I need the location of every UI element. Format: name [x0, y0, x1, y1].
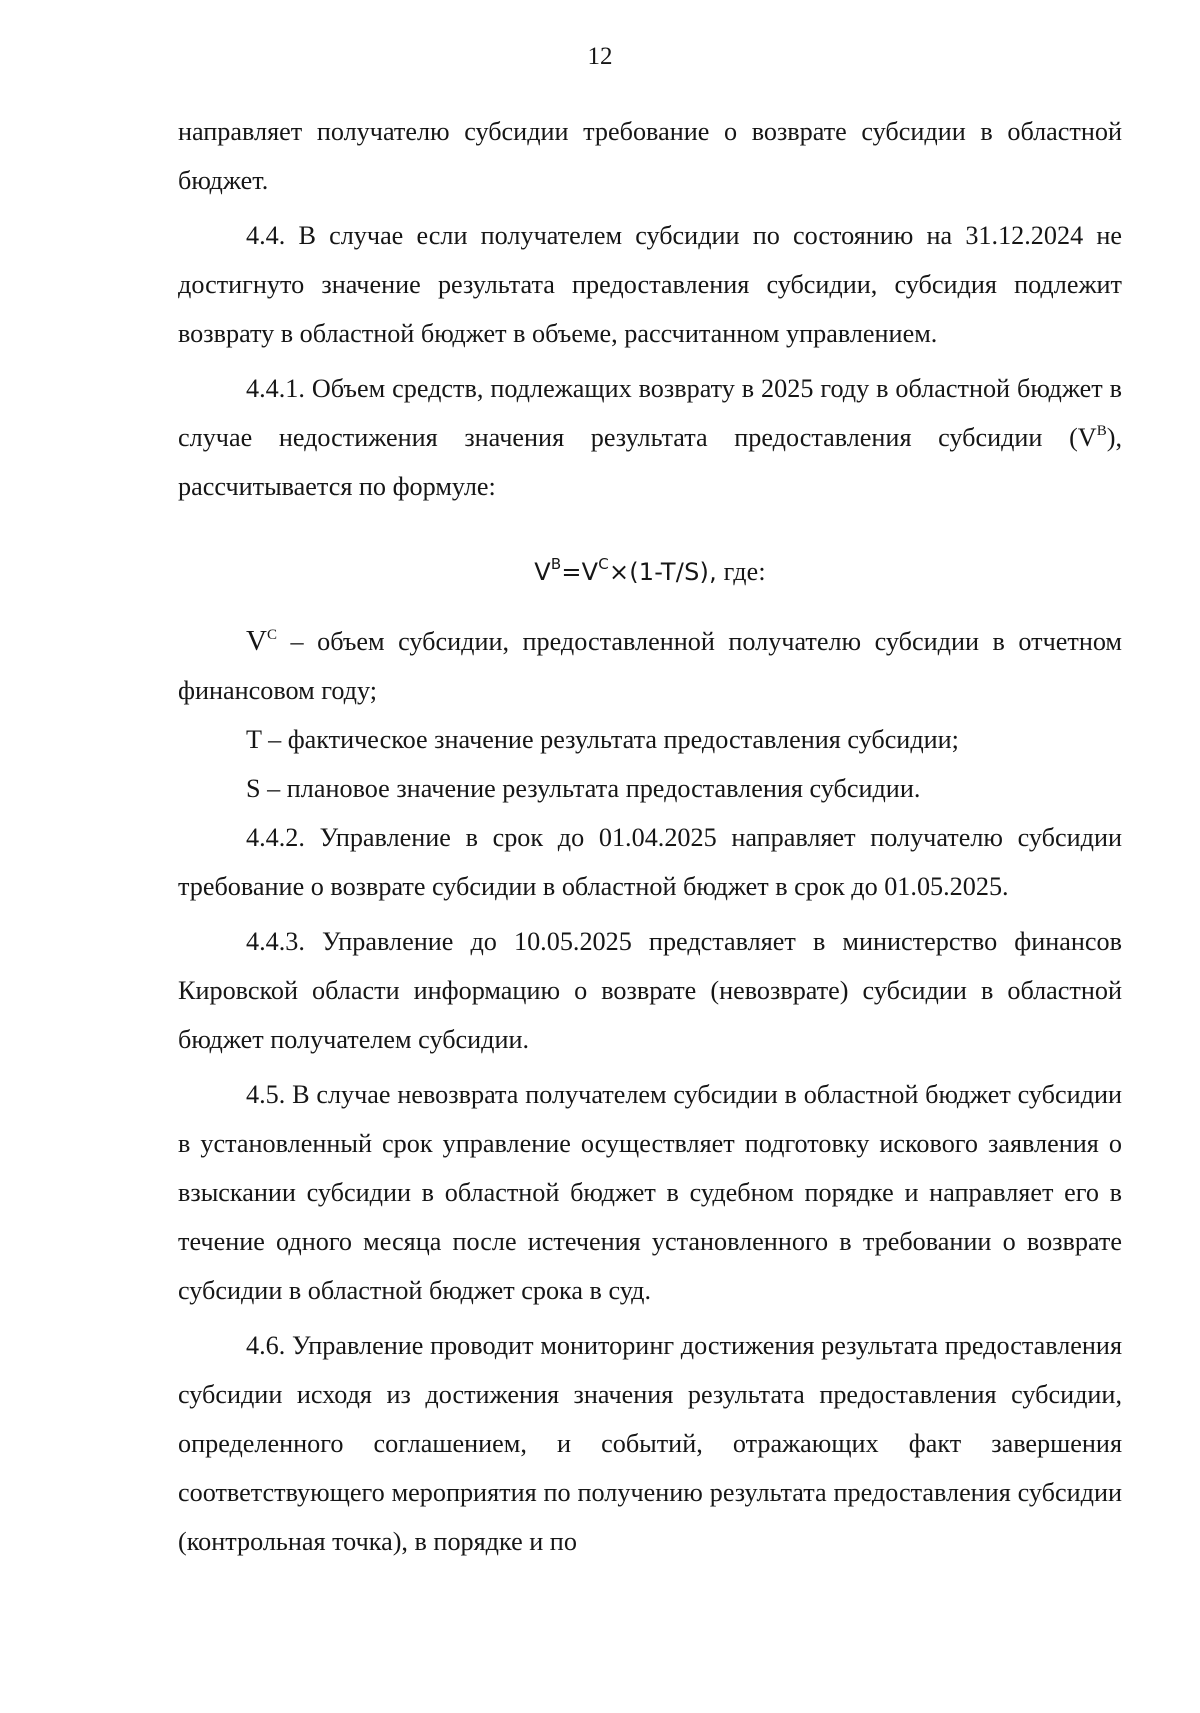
definition-vc-sup: C [266, 627, 277, 643]
page-number: 12 [587, 43, 613, 70]
definition-vc-symbol: V [246, 625, 267, 657]
paragraph-4-6: 4.6. Управление проводит мониторинг достижения результата предоставления субсидии исходя из достижения значения результата предоставления субсидии, определенного соглашением, и событий, отражающих факт завершения соответствующего мероприятия по получению результата предоставления субсидии (контрольная точка), в порядке и по [178, 1331, 1122, 1556]
document-body [178, 107, 1122, 1566]
paragraph-4-4-1-sup: B [1096, 423, 1107, 439]
paragraph-4-4-1-close: ), рассчитывается по формуле: [178, 423, 1123, 501]
paragraph-4-4-2: 4.4.2. Управление в срок до 01.04.2025 направляет получателю субсидии требование о возврате субсидии в областной бюджет в срок до 01.05.2025. [178, 823, 1122, 901]
definition-vc [178, 617, 1122, 715]
paragraph-4-4: 4.4. В случае если получателем субсидии по состоянию на 31.12.2024 не достигнуто значение результата предоставления субсидии, субсидия подлежит возврату в областной бюджет в объеме, рассчитанном управлением. [178, 221, 1122, 348]
paragraph-4-4-1 [178, 364, 1122, 511]
definition-vc-text: – объем субсидии, предоставленной получателю субсидии в отчетном финансовом году; [178, 627, 1122, 705]
definition-s: S – плановое значение результата предоставления субсидии. [246, 774, 921, 803]
paragraph-continuation: направляет получателю субсидии требование о возврате субсидии в областной бюджет. [178, 117, 1122, 195]
paragraph-4-4-1-text: 4.4.1. Объем средств, подлежащих возврату в 2025 году в областной бюджет в случае недостижения значения результата предоставления субсидии [178, 374, 1122, 452]
formula-v: V [534, 558, 551, 586]
definition-t: T – фактическое значение результата предоставления субсидии; [246, 725, 959, 754]
formula-where: где: [716, 557, 766, 586]
paragraph-4-5: 4.5. В случае невозврата получателем субсидии в областной бюджет субсидии в установленный срок управление осуществляет подготовку искового заявления о взыскании субсидии в областной бюджет в судебном порядке и направляет его в течение одного месяца после истечения установленного в требовании о возврате субсидии в областной бюджет срока в суд. [178, 1080, 1122, 1305]
formula [178, 547, 1122, 597]
formula-sup-c: C [598, 555, 609, 573]
paragraph-4-4-1-open: (V [1069, 423, 1097, 452]
paragraph-4-4-3: 4.4.3. Управление до 10.05.2025 представляет в министерство финансов Кировской области информацию о возврате (невозврате) субсидии в областной бюджет получателем субсидии. [178, 927, 1122, 1054]
formula-eq: =V [561, 558, 599, 586]
formula-sup-b: B [550, 555, 562, 573]
formula-rest: ×(1-T/S), [608, 558, 717, 586]
